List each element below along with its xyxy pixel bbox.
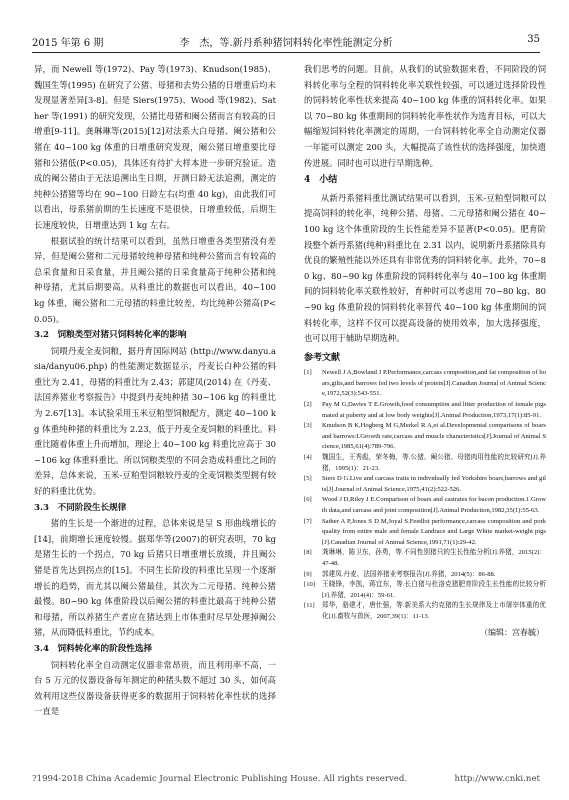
editor-note: （编辑：宫春毓）	[480, 627, 544, 637]
footer-url[interactable]: http://www.cnki.net	[454, 774, 540, 784]
reference-item	[304, 580, 546, 601]
section-heading-4: 4 小结	[304, 175, 338, 186]
section-heading-3-4: 3.4 饲料转化率的阶段性选择	[34, 643, 153, 654]
reference-number: [9]	[304, 570, 312, 578]
reference-number: [2]	[304, 401, 312, 409]
paragraph-continued-right: 我们思考的问题。目前，从我们的试验数据来看，不同阶段的饲料转化率与全程的饲料转化率关联性较强，可以通过选择阶段性的饲料转化率性状来提高 40~100 kg 体重的饲料转化率。如果以 70~80 kg 体重期间的饲料转化率性状作为选育目标，可以大幅缩短饲料转化率测定的周期，一台饲料转化率全自动测定仪器一年能可以测定 200 头，大幅提高了该性状的选择强度，加快遗传进展。同时也可以进行早期选种。	[304, 64, 546, 168]
section-heading-3-3: 3.3 不同阶段生长规律	[34, 502, 127, 513]
references-heading: 参考文献	[304, 352, 341, 363]
reference-text: Knudson B K,Hogberg M G,Merkel R A,et al.Developmental comparisons of boars and barrows:I.Growth rate,carcass and muscle characteristics[J].Journal of Animal Science,1985,61(4):789-796.	[322, 422, 546, 451]
reference-text: Sather A P,Jones S D M,Joyal S.Feedlot performance,carcass composition and pork quality from entire male and female Landrace and Large White market-weight pigs[J].Canadian Journal of Animal Science,1991,71(1):29-42.	[322, 517, 546, 546]
reference-item	[304, 517, 546, 549]
header-rule	[32, 52, 540, 53]
paragraph-statistics: 根据试验的统计结果可以看到，虽然日增重各类型猪没有差异，但是阉公猪和二元母猪较纯种母猪和纯种公猪而言有较高的总采食量和日采食量，并且阉公猪的日采食量高于纯种公猪和纯种母猪，尤其后期要高。从料重比的数据也可以看出，40~100 kg 体重，阉公猪和二元母猪的料重比较差，均比纯种公猪高(P<0.05)。	[34, 235, 276, 324]
reference-text: Wood J D,Riley J E.Comparison of boars and castrates for bacon production.1.Growth data,and carcass and joint composition[J].Animal Production,1982,35(1):55-63.	[322, 496, 546, 514]
reference-text: 郑华，骆建才，唐仕强，等.新美系大约克猪的生长规律及上市屠宰体重的优化[J].畜牧与兽医，2007,39(1)：11-13.	[322, 602, 546, 620]
paragraph-stage-selection: 饲料转化率全自动测定仪器非常昂贵，而且利用率不高，一台 5 万元的仪器设备每年测定的种猪头数不超过 30 头，如何高效利用这些仪器设备获得更多的数据用于饲料转化率性状的选择一直是	[34, 659, 276, 717]
reference-text: Siers D G.Live and carcass traits in individually fed Yorkshire boars,barrows and gilts[J].Journal of Animal Science,1975,41(2):522-526.	[322, 475, 546, 493]
reference-text: 王晓锋，李凯，蒋宜东，等.长白猪与杜洛克猪肥育阶段生长性能的比较分析[J].养猪，2014(4)：59-61.	[322, 581, 546, 599]
page-number: 35	[527, 34, 540, 45]
reference-number: [6]	[304, 496, 312, 504]
reference-number: [5]	[304, 475, 312, 483]
reference-number: [10]	[304, 581, 315, 589]
reference-item	[304, 400, 546, 421]
left-column	[34, 62, 276, 754]
references-list	[304, 368, 546, 622]
copyright-notice: ?1994-2018 China Academic Journal Electronic Publishing House. All rights reserved.	[32, 774, 408, 784]
reference-number: [4]	[304, 454, 312, 462]
paragraph-continued: 异，而 Newell 等(1972)、Pay 等(1973)、Knudson(1985)、魏国生等(1995) 在研究了公猪、母猪和去势公猪的日增重后均未发现显著差异[3-8]。但是 Siers(1975)、Wood 等(1982)、Sather 等(1991) 的研究发现，公猪比母猪和阉公猪而言有较高的日增重[9-11]。龚琳琳等(2015)[12]对法系大白母猪、阉公猪和公猪在 40~100 kg 体重的日增重研究发现，阉公猪日增重要比母猪和公猪低(P<0.05)，具体还有待扩大样本进一步研究验证。造成的阉公猪由于无法追溯出生日期，开测日龄无法追溯，测定的纯种公猪猪等均在 90~100 日龄左右(均重 40 kg)，由此我们可以看出，母系猪前期的生长速度不是很快，日增重较低，后期生长速度较快，日增重达到 1 kg 左右。	[34, 64, 276, 230]
page-header	[32, 30, 540, 50]
reference-number: [3]	[304, 422, 312, 430]
issue-label: 2015 年第 6 期	[32, 38, 104, 49]
reference-item	[304, 548, 546, 569]
reference-item	[304, 474, 546, 495]
reference-item	[304, 495, 546, 516]
reference-item	[304, 601, 546, 622]
right-column	[304, 62, 546, 762]
section-heading-3-2: 3.2 饲粮类型对猪只饲料转化率的影响	[34, 330, 187, 341]
reference-number: [7]	[304, 517, 312, 525]
page-footer	[32, 774, 540, 788]
running-head: 李 杰，等.新丹系种猪饲料转化率性能测定分析	[179, 38, 393, 49]
paragraph-summary: 从新丹系猪料重比测试结果可以看到，玉米-豆粕型饲粮可以提高饲料的转化率，纯种公猪、母猪、二元母猪和阉公猪在 40~100 kg 这个体重阶段的生长性能差异不显著(P<0.05)。肥育阶段整个新丹系猪(纯种)料重比在 2.31 以内，说明新丹系猪除具有优良的繁殖性能以外还具有非常优秀的饲料转化率。此外，70~80 kg、80~90 kg 体重阶段的饲料转化率与 40~100 kg 体重期间的饲料转化率关联性较好，育种时可以考虑用 70~80 kg、80~90 kg 体重阶段的饲料转化率替代 40~100 kg 体重期间的饲料转化率，这样不仅可以提高设备的使用效率，加大选择强度，也可以用于辅助早期选种。	[304, 192, 546, 344]
reference-text: 郭建凤.丹麦、法国养猪业考察报告[J].养猪，2014(5)：86-88.	[322, 570, 496, 578]
reference-number: [1]	[304, 369, 312, 377]
reference-text: 魏国生，王秀彪，荣冬梅，等.公猪、阉公猪、母猪肉用性能的比较研究[J].养猪，1995(1)：21-23.	[322, 454, 546, 472]
reference-number: [8]	[304, 549, 312, 557]
paragraph-diet-type: 饲喂丹麦全麦饲粮，据丹育国际网站 (http://www.danyu.asia/danyu06.php) 的性能测定数据显示，丹麦长白种公猪的料重比为 2.41，母猪的料重比为 2.43；郭建凤(2014) 在《丹麦、法国养猪业考察报告》中提到丹麦纯种猪 30~106 kg 的料重比为 2.67[13]。本试验采用玉米豆粕型饲粮配方，测定 40~100 kg 体重纯种猪的料重比为 2.23，低于丹麦全麦饲粮的料重比。料重比随着体重上升而增加，理论上 40~100 kg 料重比应高于 30~106 kg 体重料重比。所以饲粮类型的不同会造成料重比之间的差异，总体来说，玉米-豆粕型饲粮较丹麦的全麦饲粮类型拥有较好的料重比优势。	[34, 345, 276, 497]
reference-item	[304, 453, 546, 474]
reference-text: Newell J A,Bowland J P.Performance,carcass composition,and fat composition of boars,gilts,and barrows fed two levels of protein[J].Canadian Journal of Animal Science,1972,52(3):543-551.	[322, 369, 546, 398]
reference-text: Pay M G,Davies T E.Growth,food consumption and litter production of female pigs mated at puberty and at low body weights[J].Animal Production,1973,17(1):85-91.	[322, 401, 546, 419]
reference-number: [11]	[304, 602, 315, 610]
reference-item	[304, 421, 546, 453]
reference-item	[304, 570, 546, 581]
reference-item	[304, 368, 546, 400]
reference-text: 龚琳琳，陈卫东，孙勇，等.不同性别猪只的生长性能分析[J].养猪，2015(2)：47-48.	[322, 549, 546, 567]
paragraph-growth-pattern: 猪的生长是一个渐进的过程，总体来说是呈 S 形曲线增长的[14]，前期增长速度较慢。据郑华等(2007)的研究表明，70 kg 是猪生长的一个拐点，70 kg 后猪只日增重增长放缓，并且阉公猪是首先达到拐点的[15]。不同生长阶段的料重比呈现一个逐渐增长的趋势，而尤其以阉公猪最佳，其次为二元母猪、纯种公猪最慢。80~90 kg 体重阶段以后阉公猪的料重比最高于纯种公猪和母猪，所以养猪生产者应在猪达到上市体重时尽早处理掉阉公猪，从而降低料重比，节约成本。	[34, 518, 276, 638]
